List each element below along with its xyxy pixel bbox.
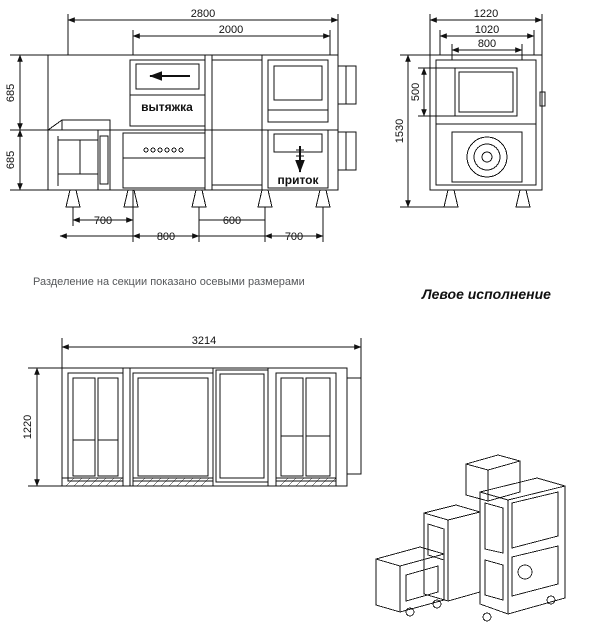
label-exhaust: вытяжка (141, 100, 193, 114)
dim-side-panel-width: 800 (477, 38, 497, 50)
handing-note: Левое исполнение (422, 286, 551, 302)
dim-front-inner-width: 2000 (218, 24, 244, 36)
dim-front-leg-right: 700 (284, 231, 304, 243)
section-note: Разделение на секции показано осевыми размерами (33, 276, 305, 288)
dim-side-overall-height: 1530 (394, 118, 406, 144)
front-view-dimensions (10, 14, 338, 242)
label-supply: приток (277, 173, 319, 187)
dim-front-leg-left: 700 (93, 215, 113, 227)
plan-view-geometry (62, 368, 361, 486)
side-view-dimensions (400, 14, 542, 207)
dim-plan-depth: 1220 (22, 414, 34, 440)
dim-front-lower-height: 685 (5, 150, 17, 170)
plan-view-dimensions (28, 338, 361, 486)
dim-front-upper-height: 685 (5, 83, 17, 103)
dim-side-panel-height: 500 (410, 82, 422, 102)
iso-view-geometry (376, 455, 565, 621)
dim-front-overall-width: 2800 (190, 8, 216, 20)
dim-side-overall-width: 1220 (473, 8, 499, 20)
dim-side-inner-width: 1020 (474, 24, 500, 36)
dim-plan-length: 3214 (191, 335, 217, 347)
side-view-geometry (430, 55, 545, 207)
dim-front-section-a: 800 (156, 231, 176, 243)
dim-front-section-b: 600 (222, 215, 242, 227)
